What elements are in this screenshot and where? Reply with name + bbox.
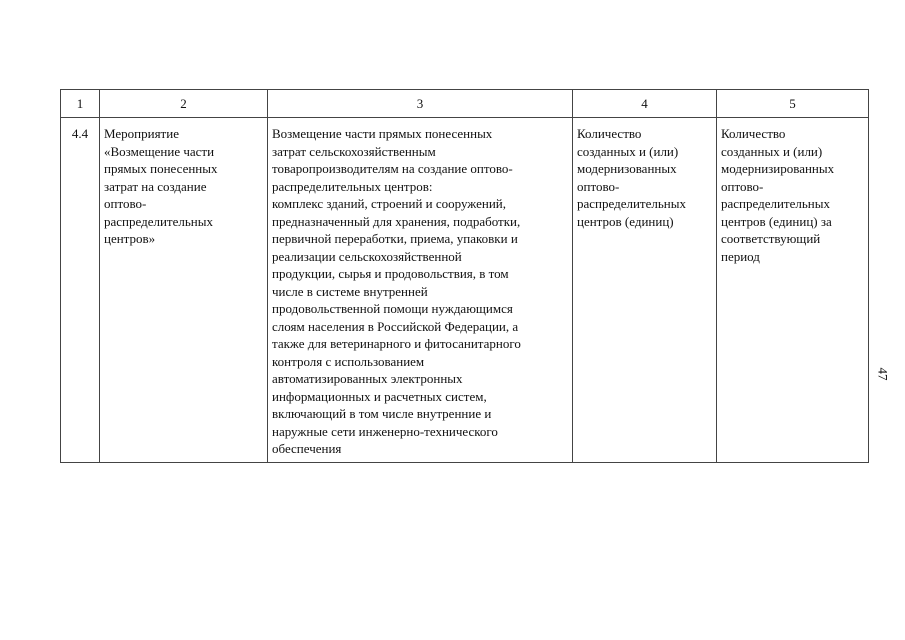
description-line: контроля с использованием: [272, 353, 425, 369]
row-number-cell: [61, 118, 100, 463]
indicator-line: модернизованных: [577, 161, 677, 176]
table-header: [61, 90, 869, 118]
description-line: числе в системе внутренней: [272, 283, 428, 299]
description-line: продовольственной помощи нуждающимся: [272, 301, 513, 316]
description-line: включающий в том числе внутренние и: [272, 406, 492, 421]
header-col-5: 5: [717, 90, 869, 118]
result-line: центров (единиц) за: [721, 213, 832, 229]
event-line: распределительных: [104, 213, 213, 229]
description-line: распределительных центров:: [272, 178, 433, 194]
description-line: товаропроизводителям на создание оптово-: [272, 161, 513, 176]
indicator-line: распределительных: [577, 196, 686, 211]
description-line: продукции, сырья и продовольствия, в том: [272, 266, 509, 281]
indicator-line: созданных и (или): [577, 143, 679, 159]
event-line: оптово-: [104, 196, 147, 211]
header-col-2: 2: [100, 90, 268, 118]
table-row: [61, 118, 869, 463]
header-col-1: 1: [61, 90, 100, 118]
page-number: 47: [875, 367, 891, 381]
description-line: затрат сельскохозяйственным: [272, 143, 436, 159]
result-line: оптово-: [721, 178, 764, 194]
event-cell: [100, 118, 268, 463]
indicator-cell: [573, 118, 717, 463]
description-line: также для ветеринарного и фитосанитарного: [272, 336, 521, 351]
header-row: [61, 90, 869, 118]
result-line: созданных и (или): [721, 143, 823, 159]
result-cell: [717, 118, 869, 463]
header-col-3: 3: [268, 90, 573, 118]
description-line: наружные сети инженерно-технического: [272, 423, 498, 439]
description-line: первичной переработки, приема, упаковки и: [272, 231, 518, 246]
event-line: центров»: [104, 231, 156, 246]
event-line: «Возмещение части: [104, 143, 215, 159]
event-line: прямых понесенных: [104, 161, 218, 176]
description-line: предназначенный для хранения, подработки,: [272, 213, 521, 229]
result-line: период: [721, 248, 760, 264]
result-line: модернизированных: [721, 161, 835, 176]
indicator-line: оптово-: [577, 178, 620, 194]
event-line: затрат на создание: [104, 178, 207, 194]
event-line: Мероприятие: [104, 126, 179, 141]
result-line: соответствующий: [721, 231, 821, 246]
description-line: обеспечения: [272, 441, 342, 456]
header-col-4: 4: [573, 90, 717, 118]
result-line: распределительных: [721, 196, 830, 211]
description-cell: [268, 118, 573, 463]
table-body: [61, 118, 869, 463]
program-table: [60, 89, 869, 463]
description-line: Возмещение части прямых понесенных: [272, 126, 493, 141]
description-line: комплекс зданий, строений и сооружений,: [272, 196, 507, 211]
row-number: 4.4: [71, 126, 89, 141]
description-line: реализации сельскохозяйственной: [272, 248, 462, 264]
indicator-line: Количество: [577, 126, 642, 141]
description-line: информационных и расчетных систем,: [272, 388, 487, 404]
indicator-line: центров (единиц): [577, 213, 674, 229]
description-line: автоматизированных электронных: [272, 371, 463, 386]
result-line: Количество: [721, 126, 786, 141]
description-line: слоям населения в Российской Федерации, а: [272, 318, 519, 334]
